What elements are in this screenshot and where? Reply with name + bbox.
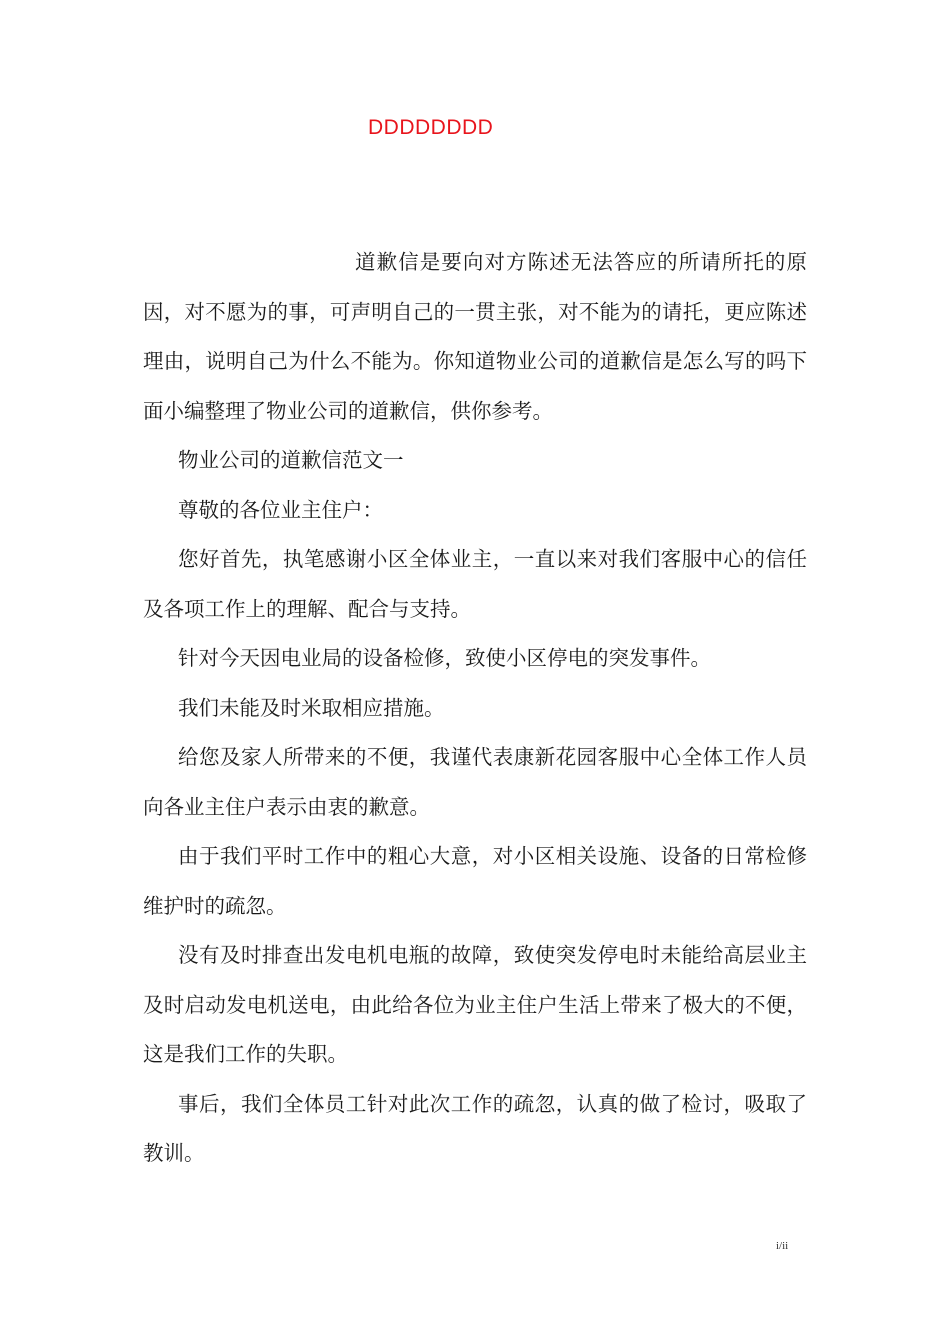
- section-title: 物业公司的道歉信范文一: [178, 448, 404, 472]
- body-paragraph: 针对今天因电业局的设备检修，致使小区停电的突发事件。: [178, 646, 711, 670]
- document-body: [143, 238, 807, 1179]
- body-paragraph: 给您及家人所带来的不便，我谨代表康新花园客服中心全体工作人员向各业主住户表示由衷的歉意。: [143, 745, 807, 819]
- body-paragraph: 我们未能及时米取相应措施。: [178, 695, 445, 720]
- body-paragraph: 您好首先，执笔感谢小区全体业主，一直以来对我们客服中心的信任及各项工作上的理解、配合与支持。: [143, 547, 807, 621]
- body-paragraph: 事后，我们全体员工针对此次工作的疏忽，认真的做了检讨，吸取了教训。: [143, 1091, 807, 1165]
- page-header: DDDDDDDD: [368, 116, 494, 139]
- page-number: i/ii: [776, 1240, 789, 1252]
- body-paragraph: 由于我们平时工作中的粗心大意，对小区相关设施、设备的日常检修维护时的疏忽。: [143, 844, 807, 918]
- body-paragraph: 没有及时排查出发电机电瓶的故障，致使突发停电时未能给高层业主及时启动发电机送电，由此给各位为业主住户生活上带来了极大的不便，这是我们工作的失职。: [143, 943, 807, 1066]
- salutation: 尊敬的各位业主住户：: [178, 497, 383, 522]
- intro-paragraph: 道歉信是要向对方陈述无法答应的所请所托的原因，对不愿为的事，可声明自己的一贯主张，对不能为的请托，更应陈述理由，说明自己为什么不能为。你知道物业公司的道歉信是怎么写的吗下面小编整理了物业公司的道歉信，供你参考。: [143, 250, 807, 423]
